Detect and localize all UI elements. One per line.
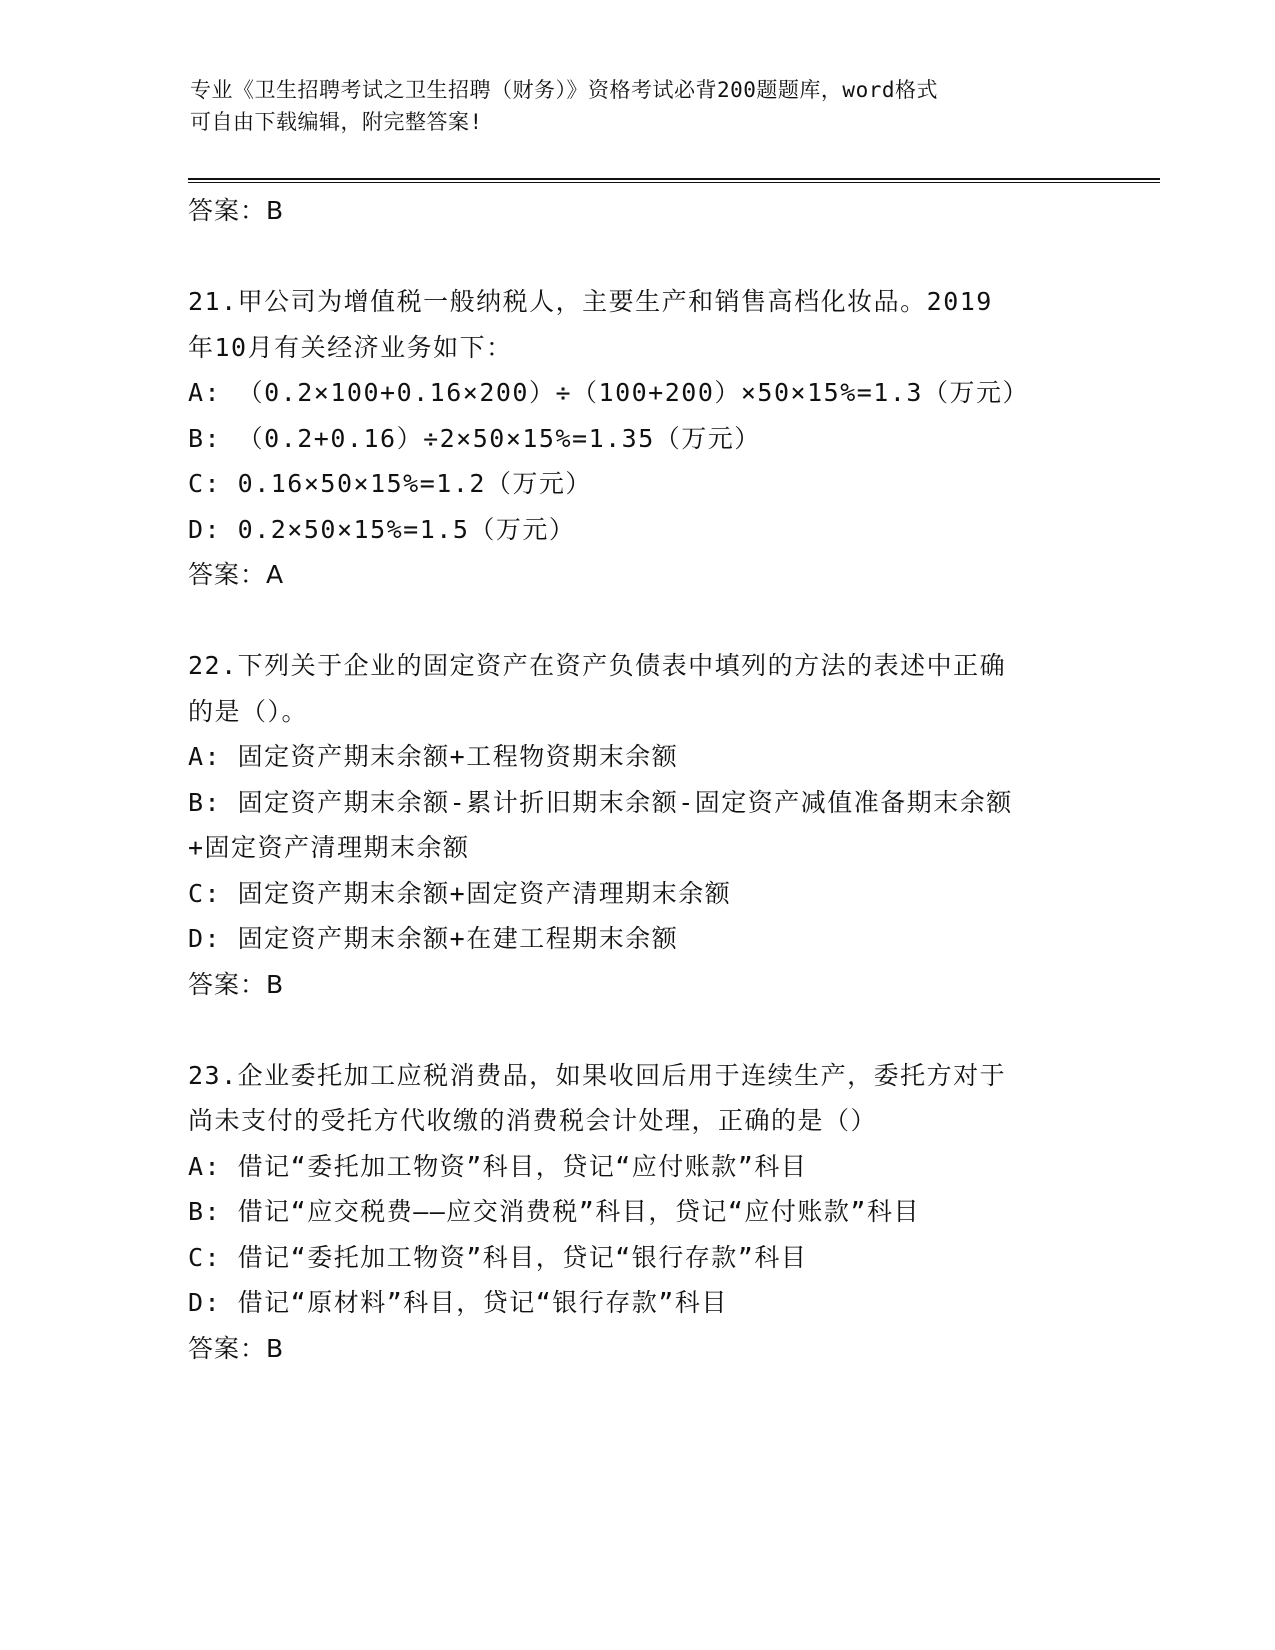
option-d: D: 0.2×50×15%=1.5（万元） (188, 514, 576, 544)
question-stem-line: 21.甲公司为增值税一般纳税人，主要生产和销售高档化妆品。2019 (188, 287, 993, 316)
page-header (190, 74, 1090, 138)
option-a: A: （0.2×100+0.16×200）÷（100+200）×50×15%=1.3（万元） (188, 378, 1029, 407)
option-b: B: 借记“应交税费——应交消费税”科目，贷记“应付账款”科目 (188, 1197, 920, 1226)
answer-label: 答案：B (188, 196, 285, 225)
question-21 (188, 279, 1088, 598)
question-stem-line: 的是（）。 (188, 696, 309, 726)
question-stem-line: 22.下列关于企业的固定资产在资产负债表中填列的方法的表述中正确 (188, 651, 1007, 680)
option-b-continued: +固定资产清理期末余额 (188, 833, 470, 862)
option-d: D: 固定资产期末余额+在建工程期末余额 (188, 924, 679, 953)
answer-label: 答案：B (188, 969, 285, 999)
option-d: D: 借记“原材料”科目，贷记“银行存款”科目 (188, 1288, 728, 1317)
header-line-2: 可自由下载编辑，附完整答案! (190, 110, 483, 134)
question-stem-line: 尚未支付的受托方代收缴的消费税会计处理，正确的是（） (188, 1106, 878, 1135)
question-stem-line: 23.企业委托加工应税消费品，如果收回后用于连续生产，委托方对于 (188, 1060, 1007, 1090)
document-body (188, 188, 1088, 1372)
option-c: C: 借记“委托加工物资”科目，贷记“银行存款”科目 (188, 1242, 808, 1272)
question-stem-line: 年10月有关经济业务如下： (188, 332, 513, 362)
header-divider (188, 178, 1160, 183)
option-a: A: 固定资产期末余额+工程物资期末余额 (188, 742, 679, 771)
option-b: B: 固定资产期末余额-累计折旧期末余额-固定资产减值准备期末余额 (188, 787, 1013, 817)
answer-label: 答案：B (188, 1333, 285, 1363)
option-b: B: （0.2+0.16）÷2×50×15%=1.35（万元） (188, 423, 761, 453)
header-line-1: 专业《卫生招聘考试之卫生招聘（财务）》资格考试必背200题题库，word格式 (190, 78, 938, 102)
option-c: C: 固定资产期末余额+固定资产清理期末余额 (188, 878, 732, 908)
option-a: A: 借记“委托加工物资”科目，贷记“应付账款”科目 (188, 1151, 808, 1181)
question-23 (188, 1053, 1088, 1372)
option-c: C: 0.16×50×15%=1.2（万元） (188, 469, 592, 498)
question-22 (188, 643, 1088, 1008)
answer-label: 答案：A (188, 560, 285, 589)
